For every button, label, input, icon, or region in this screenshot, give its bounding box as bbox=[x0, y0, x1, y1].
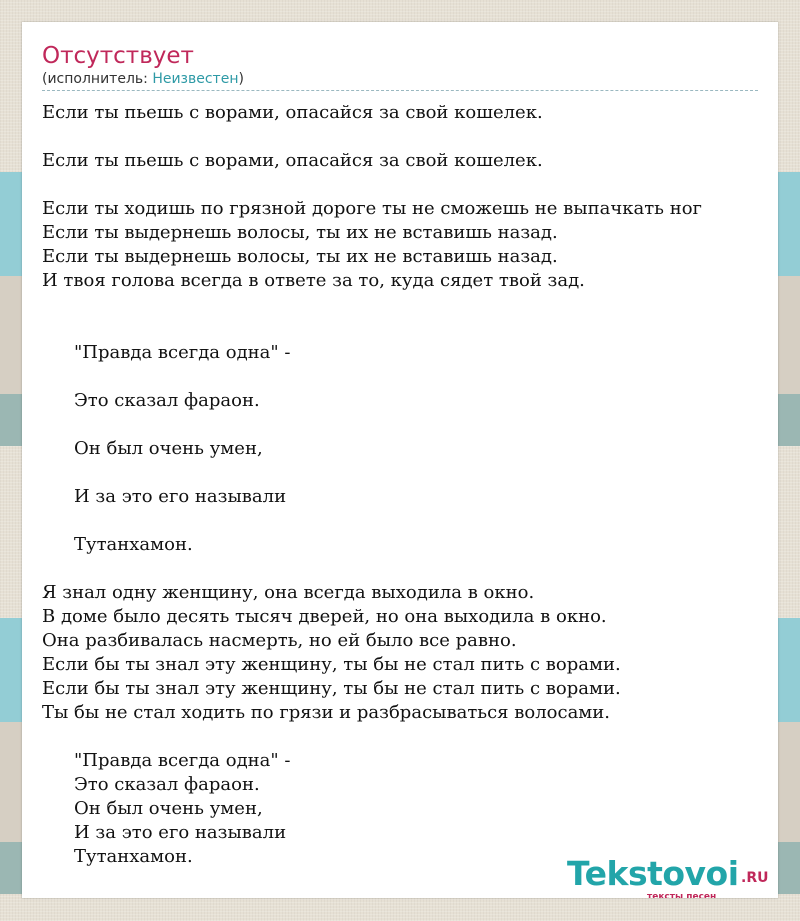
logo-wordmark: Tekstovoi bbox=[567, 854, 739, 893]
lyrics-line: Если ты выдернешь волосы, ты их не вставишь назад. bbox=[42, 246, 558, 267]
lyrics-blank-line bbox=[42, 125, 778, 149]
lyrics-line: Если ты ходишь по грязной дороге ты не сможешь не выпачкать ног bbox=[42, 198, 702, 219]
lyrics-blank-line bbox=[42, 557, 778, 581]
artist-prefix: (исполнитель: bbox=[42, 71, 153, 87]
logo-tagline: тексты песен bbox=[647, 892, 717, 898]
lyrics-line: Это сказал фараон. bbox=[74, 390, 260, 411]
lyrics-line: Это сказал фараон. bbox=[74, 774, 260, 795]
artist-line bbox=[42, 71, 244, 87]
lyrics-line: И за это его называли bbox=[74, 822, 287, 843]
lyrics-line: Если ты пьешь с ворами, опасайся за свой кошелек. bbox=[42, 150, 543, 171]
lyrics-line: Она разбивалась насмерть, но ей было все равно. bbox=[42, 630, 517, 651]
title-divider bbox=[42, 90, 758, 91]
lyrics-blank-line bbox=[42, 509, 778, 533]
logo-domain: .RU bbox=[741, 870, 769, 886]
lyrics-blank-line bbox=[42, 461, 778, 485]
artist-link[interactable]: Неизвестен bbox=[152, 71, 239, 87]
lyrics-line: И за это его называли bbox=[74, 486, 287, 507]
lyrics-blank-line bbox=[42, 365, 778, 389]
artist-suffix: ) bbox=[238, 71, 244, 87]
lyrics-line: Тутанхамон. bbox=[74, 534, 193, 555]
lyrics-card bbox=[22, 22, 778, 898]
lyrics-line: Тутанхамон. bbox=[74, 846, 193, 867]
lyrics-line: В доме было десять тысяч дверей, но она выходила в окно. bbox=[42, 606, 607, 627]
lyrics-blank-line bbox=[42, 317, 778, 341]
lyrics-line: Я знал одну женщину, она всегда выходила в окно. bbox=[42, 582, 535, 603]
lyrics-blank-line bbox=[42, 173, 778, 197]
site-logo[interactable] bbox=[567, 854, 772, 898]
lyrics-line: Он был очень умен, bbox=[74, 438, 263, 459]
lyrics-line: И твоя голова всегда в ответе за то, куда сядет твой зад. bbox=[42, 270, 585, 291]
lyrics-line: Если ты выдернешь волосы, ты их не вставишь назад. bbox=[42, 222, 558, 243]
lyrics-line: Ты бы не стал ходить по грязи и разбрасываться волосами. bbox=[42, 702, 611, 723]
lyrics-blank-line bbox=[42, 413, 778, 437]
lyrics-text bbox=[42, 101, 778, 869]
lyrics-line: Если бы ты знал эту женщину, ты бы не стал пить с ворами. bbox=[42, 654, 621, 675]
lyrics-blank-line bbox=[42, 725, 778, 749]
lyrics-line: Если бы ты знал эту женщину, ты бы не стал пить с ворами. bbox=[42, 678, 621, 699]
lyrics-line: Он был очень умен, bbox=[74, 798, 263, 819]
lyrics-line: "Правда всегда одна" - bbox=[74, 342, 291, 363]
lyrics-line: "Правда всегда одна" - bbox=[74, 750, 291, 771]
lyrics-blank-line bbox=[42, 293, 778, 317]
lyrics-line: Если ты пьешь с ворами, опасайся за свой кошелек. bbox=[42, 102, 543, 123]
song-title: Отсутствует bbox=[42, 43, 194, 69]
